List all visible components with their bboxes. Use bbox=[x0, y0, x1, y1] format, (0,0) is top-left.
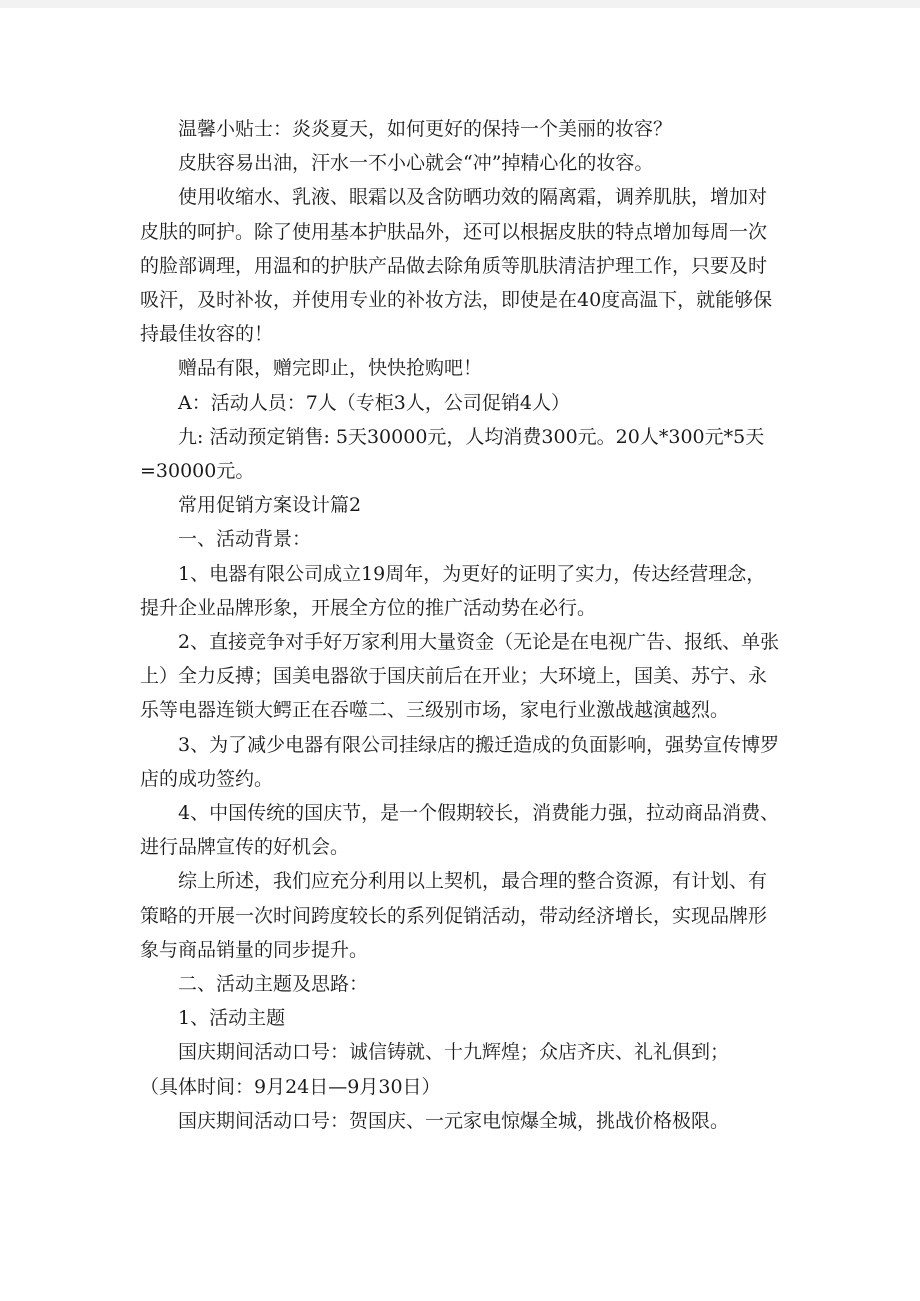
paragraph-staff: A：活动人员：7人（专柜3人，公司促销4人） bbox=[178, 391, 570, 414]
subheading-activity-theme: 1、活动主题 bbox=[178, 1007, 286, 1030]
section-heading: 常用促销方案设计篇2 bbox=[178, 494, 362, 517]
paragraph-summary: 综上所述，我们应充分利用以上契机，最合理的整合资源，有计划、有策略的开展一次时间跨度较长的系列促销活动，带动经济增长，实现品牌形象与商品销量的同步提升。 bbox=[140, 870, 768, 961]
top-edge-band bbox=[0, 0, 920, 8]
paragraph-slogan-1: 国庆期间活动口号：诚信铸就、十九辉煌；众店齐庆、礼礼俱到； bbox=[178, 1041, 730, 1064]
paragraph-tip: 温馨小贴士：炎炎夏天，如何更好的保持一个美丽的妆容？ bbox=[178, 118, 673, 140]
subheading-background: 一、活动背景： bbox=[178, 528, 312, 551]
paragraph-skincare: 使用收缩水、乳液、眼霜以及含防晒功效的隔离霜，调养肌肤，增加对皮肤的呵护。除了使用基本护肤品外，还可以根据皮肤的特点增加每周一次的脸部调理，用温和的护肤产品做去除角质等肌肤清洁护理工作，只要及时吸汗，及时补妆，并使用专业的补妆方法，即使是在40度高温下，就能够保持最佳妆容的！ bbox=[140, 186, 773, 346]
paragraph-background-3: 3、为了减少电器有限公司挂绿店的搬迁造成的负面影响，强势宣传博罗店的成功签约。 bbox=[140, 733, 780, 790]
paragraph-slogan-2: 国庆期间活动口号：贺国庆、一元家电惊爆全城，挑战价格极限。 bbox=[178, 1109, 730, 1132]
paragraph-background-4: 4、中国传统的国庆节，是一个假期较长，消费能力强，拉动商品消费、进行品牌宣传的好机会。 bbox=[140, 802, 780, 859]
paragraph-gift-limited: 赠品有限，赠完即止，快快抢购吧！ bbox=[178, 357, 483, 380]
paragraph-sales-target: 九: 活动预定销售: 5天30000元，人均消费300元。20人*300元*5天=30000元。 bbox=[140, 425, 765, 483]
paragraph-background-2: 2、直接竞争对手好万家利用大量资金（无论是在电视广告、报纸、单张上）全力反搏；国美电器欲于国庆前后在开业；大环境上，国美、苏宁、永乐等电器连锁大鳄正在吞噬二、三级别市场，家电行业激战越演越烈。 bbox=[140, 631, 780, 722]
paragraph-oily-skin: 皮肤容易出油，汗水一不小心就会“冲”掉精心化的妆容。 bbox=[178, 152, 654, 175]
subheading-theme: 二、活动主题及思路： bbox=[178, 973, 369, 996]
paragraph-date-range: （具体时间：9月24日—9月30日） bbox=[140, 1075, 441, 1098]
document-body bbox=[140, 112, 782, 1138]
paragraph-background-1: 1、电器有限公司成立19周年，为更好的证明了实力，传达经营理念，提升企业品牌形象，开展全方位的推广活动势在必行。 bbox=[140, 562, 766, 619]
